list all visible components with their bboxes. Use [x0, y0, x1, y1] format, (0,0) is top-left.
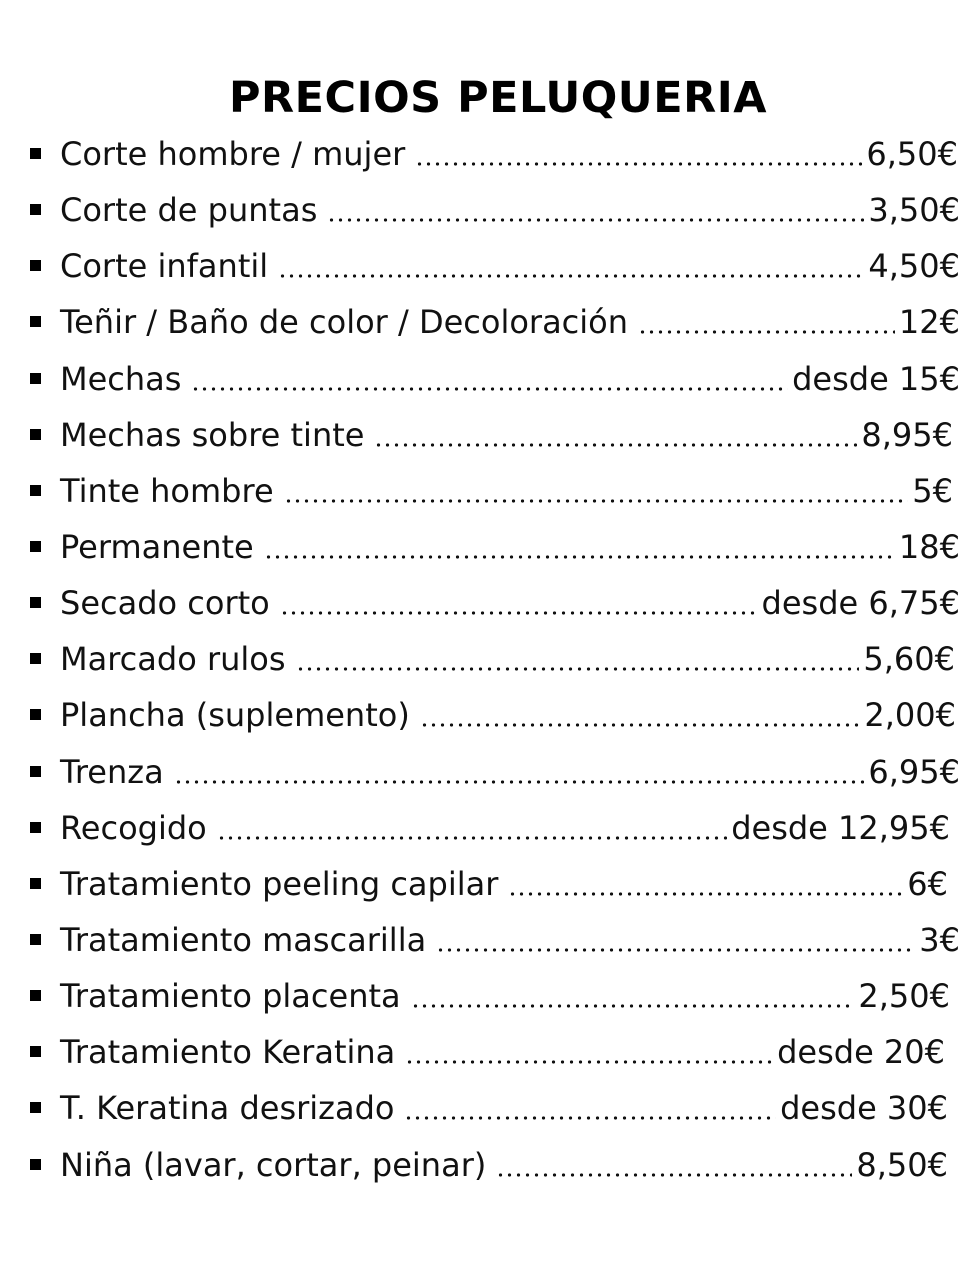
bullet-icon — [30, 709, 41, 720]
service-name: Niña (lavar, cortar, peinar) — [60, 1137, 496, 1193]
service-price: 4,50€ — [864, 238, 960, 294]
price-list-item — [0, 631, 960, 687]
dot-leader — [264, 555, 895, 559]
dot-leader — [280, 611, 758, 615]
service-name: Tratamiento peeling capilar — [60, 856, 508, 912]
service-name: Tratamiento mascarilla — [60, 912, 436, 968]
price-list-item — [0, 126, 960, 182]
price-list-item — [0, 687, 960, 743]
price-list-item — [0, 744, 960, 800]
service-name: Tratamiento placenta — [60, 968, 411, 1024]
service-price: 2,50€ — [854, 968, 950, 1024]
service-name: Corte infantil — [60, 238, 278, 294]
price-list-item — [0, 238, 960, 294]
price-list-item — [0, 182, 960, 238]
page-title: PRECIOS PELUQUERIA — [229, 72, 767, 123]
dot-leader — [508, 892, 903, 896]
service-price: 18€ — [895, 519, 960, 575]
service-name: Permanente — [60, 519, 264, 575]
service-price: desde 30€ — [776, 1080, 948, 1136]
bullet-icon — [30, 653, 41, 664]
service-price: 6,50€ — [862, 126, 958, 182]
bullet-icon — [30, 1102, 41, 1113]
service-name: Tinte hombre — [60, 463, 284, 519]
bullet-icon — [30, 1159, 41, 1170]
dot-leader — [404, 1116, 776, 1120]
service-price: 6€ — [903, 856, 948, 912]
service-name: Mechas sobre tinte — [60, 407, 374, 463]
dot-leader — [415, 162, 862, 166]
bullet-icon — [30, 878, 41, 889]
service-price: 3,50€ — [864, 182, 960, 238]
dot-leader — [638, 330, 895, 334]
dot-leader — [284, 499, 908, 503]
service-name: Corte de puntas — [60, 182, 327, 238]
price-list-item — [0, 575, 960, 631]
dot-leader — [191, 387, 788, 391]
service-price: desde 6,75€ — [758, 575, 960, 631]
service-price: 5€ — [908, 463, 953, 519]
dot-leader — [296, 667, 859, 671]
service-name: Secado corto — [60, 575, 280, 631]
price-list-item — [0, 407, 960, 463]
bullet-icon — [30, 597, 41, 608]
bullet-icon — [30, 822, 41, 833]
service-name: Plancha (suplemento) — [60, 687, 420, 743]
service-price: 5,60€ — [859, 631, 955, 687]
bullet-icon — [30, 260, 41, 271]
bullet-icon — [30, 766, 41, 777]
service-price: desde 15€ — [788, 351, 960, 407]
bullet-icon — [30, 541, 41, 552]
dot-leader — [405, 1060, 773, 1064]
price-list-item — [0, 1080, 960, 1136]
dot-leader — [436, 948, 915, 952]
service-name: Teñir / Baño de color / Decoloración — [60, 294, 638, 350]
service-price: 8,50€ — [852, 1137, 948, 1193]
price-list-item — [0, 519, 960, 575]
price-list-item — [0, 968, 960, 1024]
service-name: Trenza — [60, 744, 174, 800]
price-list-item — [0, 1024, 960, 1080]
service-name: Tratamiento Keratina — [60, 1024, 405, 1080]
price-list-item — [0, 856, 960, 912]
service-price: 12€ — [895, 294, 960, 350]
price-list-item — [0, 294, 960, 350]
dot-leader — [327, 218, 864, 222]
price-list-item — [0, 351, 960, 407]
service-name: Marcado rulos — [60, 631, 296, 687]
service-price: 3€ — [915, 912, 960, 968]
price-list-item — [0, 463, 960, 519]
price-list-item — [0, 912, 960, 968]
price-list-item — [0, 800, 960, 856]
service-price: desde 12,95€ — [727, 800, 950, 856]
bullet-icon — [30, 429, 41, 440]
dot-leader — [174, 780, 864, 784]
service-price: 6,95€ — [864, 744, 960, 800]
price-list — [0, 126, 960, 1193]
bullet-icon — [30, 934, 41, 945]
bullet-icon — [30, 990, 41, 1001]
bullet-icon — [30, 148, 41, 159]
service-price: 8,95€ — [857, 407, 953, 463]
bullet-icon — [30, 1046, 41, 1057]
service-name: Recogido — [60, 800, 217, 856]
service-price: desde 20€ — [773, 1024, 945, 1080]
dot-leader — [420, 723, 860, 727]
service-name: Corte hombre / mujer — [60, 126, 415, 182]
dot-leader — [411, 1004, 854, 1008]
service-name: T. Keratina desrizado — [60, 1080, 404, 1136]
service-price: 2,00€ — [860, 687, 956, 743]
dot-leader — [374, 443, 857, 447]
dot-leader — [278, 274, 864, 278]
service-name: Mechas — [60, 351, 191, 407]
price-list-item — [0, 1137, 960, 1193]
dot-leader — [217, 836, 727, 840]
bullet-icon — [30, 373, 41, 384]
bullet-icon — [30, 204, 41, 215]
bullet-icon — [30, 316, 41, 327]
dot-leader — [496, 1173, 852, 1177]
bullet-icon — [30, 485, 41, 496]
